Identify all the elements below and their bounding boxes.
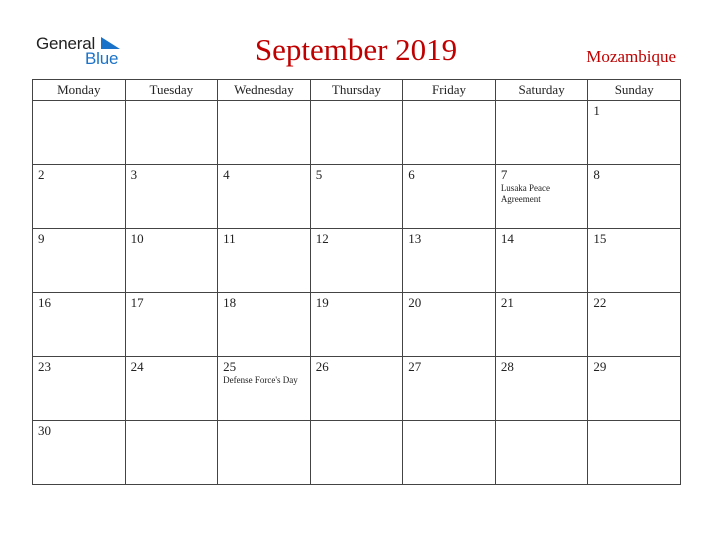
day-cell: [403, 101, 496, 165]
day-cell: [218, 421, 311, 485]
day-cell: [218, 101, 311, 165]
day-cell: [310, 101, 403, 165]
day-cell: [33, 229, 126, 293]
day-cell: [495, 101, 588, 165]
weekday-header-row: [33, 80, 681, 101]
day-number: 11: [223, 231, 236, 246]
day-number: 6: [408, 167, 415, 182]
day-cell: [495, 357, 588, 421]
day-cell: [33, 293, 126, 357]
day-number: 7: [500, 167, 508, 182]
day-number: 28: [500, 359, 514, 374]
day-cell: [403, 421, 496, 485]
day-cell: [125, 421, 218, 485]
day-number: 13: [408, 231, 422, 246]
day-number: 19: [315, 295, 329, 310]
calendar-title: September 2019: [254, 32, 458, 67]
day-cell: [310, 229, 403, 293]
day-number: 22: [593, 295, 607, 310]
day-cell: [125, 101, 218, 165]
day-number: 14: [500, 231, 514, 246]
day-cell: [33, 165, 126, 229]
week-row: [33, 293, 681, 357]
day-cell: [495, 165, 588, 229]
day-cell: [218, 165, 311, 229]
day-cell: [218, 293, 311, 357]
day-cell: [125, 357, 218, 421]
holiday-label: Defense Force's Day: [223, 375, 298, 385]
day-cell: [310, 165, 403, 229]
day-cell: [218, 357, 311, 421]
week-row: [33, 165, 681, 229]
day-number: 2: [38, 167, 45, 182]
day-cell: [310, 421, 403, 485]
weekday-header-sunday: Sunday: [588, 80, 681, 101]
day-cell: [125, 293, 218, 357]
day-number: 17: [130, 295, 144, 310]
day-number: 18: [223, 295, 237, 310]
day-cell: [125, 165, 218, 229]
day-cell: [588, 357, 681, 421]
day-number: 5: [315, 167, 323, 182]
day-number: 3: [130, 167, 138, 182]
country-name: Mozambique: [586, 47, 676, 66]
day-number: 24: [130, 359, 144, 374]
day-cell: [588, 293, 681, 357]
day-cell: [33, 421, 126, 485]
holiday-label: Lusaka Peace Agreement: [500, 183, 551, 204]
day-number: 23: [38, 359, 51, 374]
day-cell: [218, 229, 311, 293]
day-number: 26: [315, 359, 329, 374]
logo-word-general: General: [36, 34, 96, 53]
day-cell: [310, 357, 403, 421]
weekday-header-thursday: Thursday: [310, 80, 403, 101]
calendar-grid: [32, 79, 681, 485]
day-cell: [403, 293, 496, 357]
day-number: 15: [593, 231, 607, 246]
day-cell: [588, 101, 681, 165]
day-number: 1: [593, 103, 600, 118]
day-cell: [403, 229, 496, 293]
day-number: 4: [223, 167, 230, 182]
day-cell: [33, 357, 126, 421]
day-number: 20: [408, 295, 422, 310]
week-row: [33, 229, 681, 293]
day-cell: [495, 421, 588, 485]
logo-word-blue: Blue: [85, 49, 119, 68]
day-number: 16: [38, 295, 51, 310]
day-number: 29: [593, 359, 607, 374]
day-cell: [495, 293, 588, 357]
weekday-header-saturday: Saturday: [495, 80, 588, 101]
weekday-header-wednesday: Wednesday: [218, 80, 311, 101]
day-number: 12: [315, 231, 329, 246]
day-number: 8: [593, 167, 600, 182]
day-cell: [403, 165, 496, 229]
weekday-header-monday: Monday: [33, 80, 126, 101]
day-number: 25: [223, 359, 237, 374]
day-number: 30: [38, 423, 51, 438]
weekday-header-friday: Friday: [403, 80, 496, 101]
day-number: 21: [500, 295, 514, 310]
day-cell: [310, 293, 403, 357]
week-row: [33, 421, 681, 485]
week-row: [33, 101, 681, 165]
day-cell: [495, 229, 588, 293]
day-number: 10: [130, 231, 144, 246]
week-row: [33, 357, 681, 421]
day-number: 9: [38, 231, 45, 246]
weekday-header-tuesday: Tuesday: [125, 80, 218, 101]
day-cell: [588, 421, 681, 485]
day-cell: [588, 165, 681, 229]
day-cell: [125, 229, 218, 293]
day-cell: [33, 101, 126, 165]
calendar-weeks: [33, 101, 681, 485]
day-cell: [403, 357, 496, 421]
day-number: 27: [408, 359, 422, 374]
day-cell: [588, 229, 681, 293]
